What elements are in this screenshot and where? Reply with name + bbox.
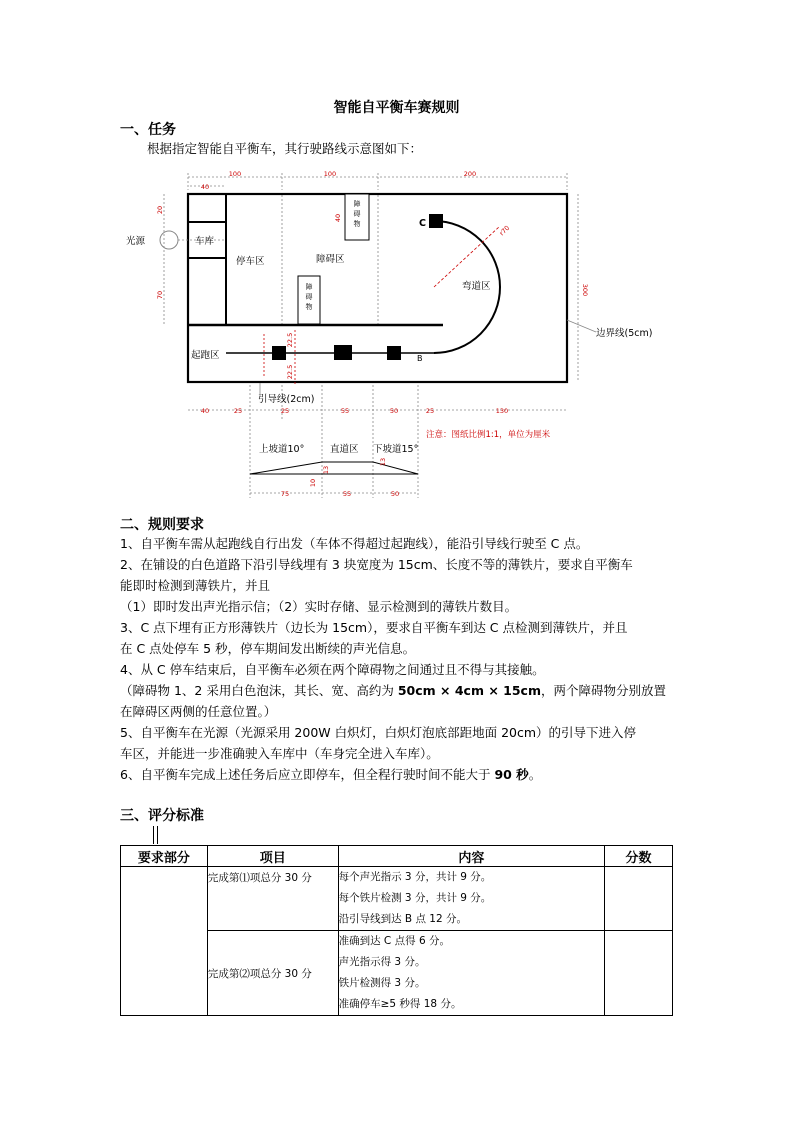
label-downhill: 下坡道15° <box>373 444 419 455</box>
rule-line: 5、自平衡车在光源（光源采用 200W 白炽灯，白炽灯泡底部距地面 20cm）的引导下进入停 <box>120 725 637 740</box>
rule-line: 车区，并能进一步准确驶入车库中（车身完全进入车库）。 <box>120 746 439 761</box>
requirement-cell <box>121 867 208 1016</box>
score-cell <box>605 931 673 1016</box>
dim-garage-h: 20 <box>156 205 164 215</box>
label-curve-zone: 弯道区 <box>462 281 491 292</box>
dim-slope-a: 10 <box>309 478 317 488</box>
time-limit: 90 秒 <box>494 767 529 782</box>
table-header-row <box>121 846 673 867</box>
obs2-char-2: 碍 <box>305 293 313 301</box>
dim-obstacle-h: 40 <box>334 213 342 223</box>
page-title: 智能自平衡车赛规则 <box>333 100 460 116</box>
rule-line: （1）即时发出声光指示信；（2）实时存储、显示检测到的薄铁片数目。 <box>120 599 518 614</box>
item-cell: 完成第⑵项总分 30 分 <box>207 931 338 1016</box>
label-garage: 车库 <box>195 236 215 247</box>
obs2-char-3: 物 <box>305 303 313 311</box>
rule-line: （障碍物 1、2 采用白色泡沫，其长、宽、高约为 50cm × 4cm × 15cm，两个障碍物分别放置 <box>120 683 666 698</box>
table-move-handle <box>153 826 158 844</box>
rule-line: 2、在铺设的白色道路下沿引导线埋有 3 块宽度为 15cm、长度不等的薄铁片，要求自平衡车 <box>120 557 633 572</box>
dim-right: 300 <box>581 283 589 297</box>
rule-line: 在障碍区两侧的任意位置。） <box>120 704 277 719</box>
obs1-char-3: 物 <box>353 220 361 228</box>
scoring-table <box>120 845 673 1016</box>
dim-bottom-2: 25 <box>233 407 243 415</box>
label-parking-zone: 停车区 <box>236 256 265 267</box>
rule-line: 在 C 点处停车 5 秒，停车期间发出断续的声光信息。 <box>120 641 416 656</box>
rules-body <box>120 533 680 785</box>
obstacle-1-label <box>354 199 361 228</box>
obs1-char-1: 障 <box>353 200 361 208</box>
dim-top-1: 100 <box>228 170 242 178</box>
dim-slope-2: 55 <box>342 490 352 498</box>
dim-slope-c: 13 <box>379 457 387 467</box>
label-point-c: C <box>419 218 426 229</box>
obstacle-2-label <box>306 282 313 311</box>
dim-start-b: 22.5 <box>286 364 294 380</box>
section-heading-task: 一、任务 <box>120 122 176 138</box>
content-cell: 准确到达 C 点得 6 分。 声光指示得 3 分。 铁片检测得 3 分。 准确停车≥5 秒得 18 分。 <box>338 931 604 1016</box>
obstacle-dimensions: 50cm × 4cm × 15cm <box>397 683 541 698</box>
col-header: 内容 <box>338 846 604 867</box>
label-start-zone: 起跑区 <box>191 350 220 361</box>
label-guide-line: 引导线(2cm) <box>258 394 315 405</box>
dim-bottom-1: 40 <box>200 407 210 415</box>
diagram-note: 注意：图纸比例1:1，单位为厘米 <box>426 430 551 440</box>
item-cell: 完成第⑴项总分 30 分 <box>207 867 338 931</box>
label-point-b: B <box>417 354 423 363</box>
dim-top-3: 200 <box>463 170 477 178</box>
dim-radius: r70 <box>497 223 512 238</box>
dim-bottom-6: 25 <box>425 407 435 415</box>
dim-slope-1: 75 <box>280 490 290 498</box>
obs1-char-2: 碍 <box>353 210 361 218</box>
dim-slope-3: 50 <box>390 490 400 498</box>
label-uphill: 上坡道10° <box>259 444 305 455</box>
track-diagram <box>120 168 653 503</box>
rule-line: 6、自平衡车完成上述任务后应立即停车，但全程行驶时间不能大于 90 秒。 <box>120 767 542 782</box>
dim-bottom-7: 130 <box>495 407 509 415</box>
dim-garage-w: 40 <box>200 183 210 191</box>
label-straight: 直道区 <box>330 444 359 455</box>
col-header: 分数 <box>605 846 673 867</box>
dim-bottom-4: 55 <box>340 407 350 415</box>
col-header: 要求部分 <box>121 846 208 867</box>
obs2-char-1: 障 <box>305 283 313 291</box>
label-light-source: 光源 <box>126 236 146 247</box>
dim-start-a: 22.5 <box>286 332 294 348</box>
rule-line: 1、自平衡车需从起跑线自行出发（车体不得超过起跑线），能沿引导线行驶至 C 点。 <box>120 536 589 551</box>
section-heading-scoring: 三、评分标准 <box>120 808 204 824</box>
rule-line: 3、C 点下埋有正方形薄铁片（边长为 15cm），要求自平衡车到达 C 点检测到薄铁片，并且 <box>120 620 628 635</box>
table-row <box>121 867 673 931</box>
task-intro: 根据指定智能自平衡车，其行驶路线示意图如下： <box>147 141 423 156</box>
content-cell: 每个声光指示 3 分，共计 9 分。 每个铁片检测 3 分，共计 9 分。 沿引导线到达 B 点 12 分。 <box>338 867 604 931</box>
section-heading-rules: 二、规则要求 <box>120 517 204 533</box>
col-header: 项目 <box>207 846 338 867</box>
label-boundary: 边界线(5cm) <box>596 328 653 339</box>
dim-left-lower: 70 <box>156 290 164 300</box>
score-cell <box>605 867 673 931</box>
label-obstacle-zone: 障碍区 <box>316 254 345 265</box>
dim-slope-b: 13 <box>322 465 330 475</box>
dim-top-2: 100 <box>323 170 337 178</box>
dim-bottom-3: 25 <box>280 407 290 415</box>
rule-line: 能即时检测到薄铁片，并且 <box>120 578 271 593</box>
rule-line: 4、从 C 停车结束后，自平衡车必须在两个障碍物之间通过且不得与其接触。 <box>120 662 545 677</box>
dim-bottom-5: 50 <box>389 407 399 415</box>
